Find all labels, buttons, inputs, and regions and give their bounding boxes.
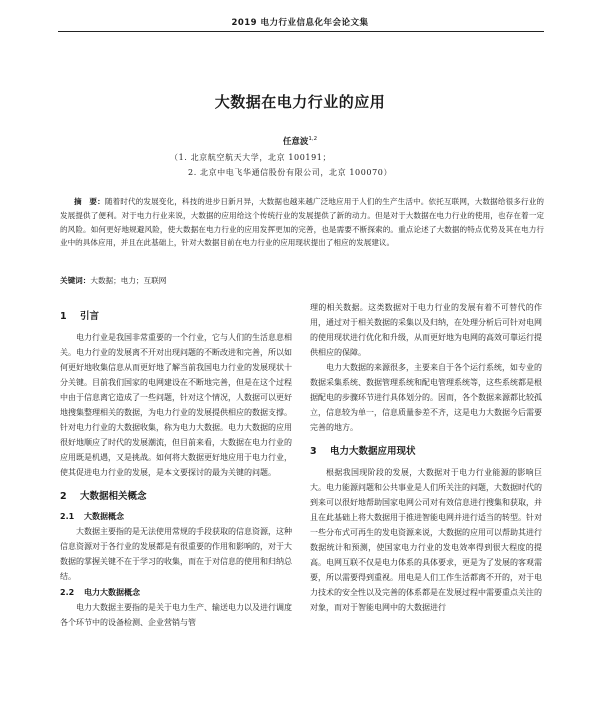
subsection-title: 电力大数据概念 xyxy=(84,588,140,597)
section-title: 电力大数据应用现状 xyxy=(330,446,416,457)
author-affiliation-marks: 1,2 xyxy=(308,136,318,143)
abstract-text: 随着时代的发展变化，科技的进步日新月异，大数据也越来越广泛地应用于人们的生产生活中。依托互联网，大数据给很多行业的发展提供了便利。对于电力行业来说，大数据的应用给这个传统行业的发展提供了新的动力。但是对于大数据在电力行业的使用，也存在着一定的风险。如何更好地规避风险，使大数据在电力行业的应用发挥更加的完善，也是需要不断探索的。重点论述了大数据的特点优势及其在电力行业中的具体应用，并且在此基础上，针对大数据目前在电力行业的应用现状提出了相应的发展建议。 xyxy=(60,197,544,248)
section-heading xyxy=(310,445,542,459)
subsection-heading xyxy=(60,510,292,523)
author-name: 任意波 xyxy=(282,137,309,147)
abstract-label: 摘 要： xyxy=(74,197,105,206)
affiliation-1: （1. 北京航空航天大学，北京 100191； xyxy=(170,153,332,162)
left-column xyxy=(60,300,292,630)
right-column xyxy=(310,300,542,615)
section-title: 引言 xyxy=(80,311,100,322)
keywords xyxy=(60,275,544,286)
affiliation-2: 2. 北京中电飞华通信股份有限公司，北京 100070） xyxy=(188,168,393,177)
subsection-heading xyxy=(60,586,292,599)
paragraph: 大数据主要指的是无法使用常规的手段获取的信息资源，这种信息资源对于各行业的发展都是有很重要的作用和影响的，对于大数据的掌握关键不在于学习的收集，而在于对信息的使用和归纳总结。 xyxy=(60,527,292,581)
subsection-number: 2.1 xyxy=(60,512,75,521)
section-title: 大数据相关概念 xyxy=(80,491,147,502)
running-header: 2019 电力行业信息化年会论文集 xyxy=(231,18,369,28)
section-number: 2 xyxy=(60,491,67,502)
keywords-text: 大数据；电力；互联网 xyxy=(90,276,167,285)
section-number: 3 xyxy=(310,446,317,457)
paragraph-continued: 理的相关数据。这类数据对于电力行业的发展有着不可替代的作用，通过对于相关数据的采集以及归纳，在处理分析后可针对电网的使用现状进行优化和升级，从而更好地为电网的高效可靠运行提供相应的保障。 xyxy=(310,303,542,357)
subsection-title: 大数据概念 xyxy=(84,512,124,521)
paragraph: 电力行业是我国非常重要的一个行业，它与人们的生活息息相关。电力行业的发展离不开对出现问题的不断改进和完善，所以如何更好地收集信息从而更好地了解当前我国电力行业的发展现状十分关键。目前我们国家的电网建设在不断地完善，但是在这个过程中由于信息离它造成了一些问题，针对这个情况，人数据可以更好地搜集整理相关的数据，为电力行业的发展提供相应的数据支撑。针对电力行业的大数据收集，称为电力大数据。电力大数据的应用很好地顺应了时代的发展潮流，但目前来看，大数据在电力行业的应用既是机遇，又是挑战。如何将大数据更好地应用于电力行业，使其促进电力行业的发展，是本文要探讨的最为关键的问题。 xyxy=(60,333,292,477)
paragraph: 电力大数据主要指的是关于电力生产、输送电力以及进行调度各个环节中的设备检测、企业营销与管 xyxy=(60,603,292,627)
section-heading xyxy=(60,490,292,504)
author-line xyxy=(100,135,500,147)
header-rule xyxy=(58,31,544,32)
paragraph: 电力大数据的来源很多，主要来自于各个运行系统，如专业的数据采集系统、数据管理系统和配电管理系统等，这些系统都是根据配电的步骤环节进行具体划分的。因而，各个数据来源都比较孤立，信息较为单一，信息质量参差不齐，这是电力大数据今后需要完善的地方。 xyxy=(310,363,542,432)
abstract xyxy=(60,195,544,250)
keywords-label: 关键词： xyxy=(60,276,91,285)
paragraph: 根据我国现阶段的发展，大数据对于电力行业能源的影响巨大。电力能源问题和公共事业是人们所关注的问题，大数据时代的到来可以很好地帮助国家电网公司对有效信息进行搜集和获取，并且在此基础上将大数据用于推进智能电网并进行适当的转型。针对一些分布式可再生的发电资源来说，大数据的应用可以帮助其进行数据统计和预测，使国家电力行业的发电效率得到很大程度的提高。电网互联不仅是电力体系的具体要求，更是为了发展的客观需要，所以需要得到重视。用电是人们工作生活都离不开的，对于电力技术的安全性以及完善的体系都是在发展过程中需要重点关注的对象，而对于智能电网中的大数据进行 xyxy=(310,468,542,612)
subsection-number: 2.2 xyxy=(60,588,75,597)
section-heading xyxy=(60,310,292,324)
section-number: 1 xyxy=(60,311,67,322)
paper-title: 大数据在电力行业的应用 xyxy=(214,93,386,111)
